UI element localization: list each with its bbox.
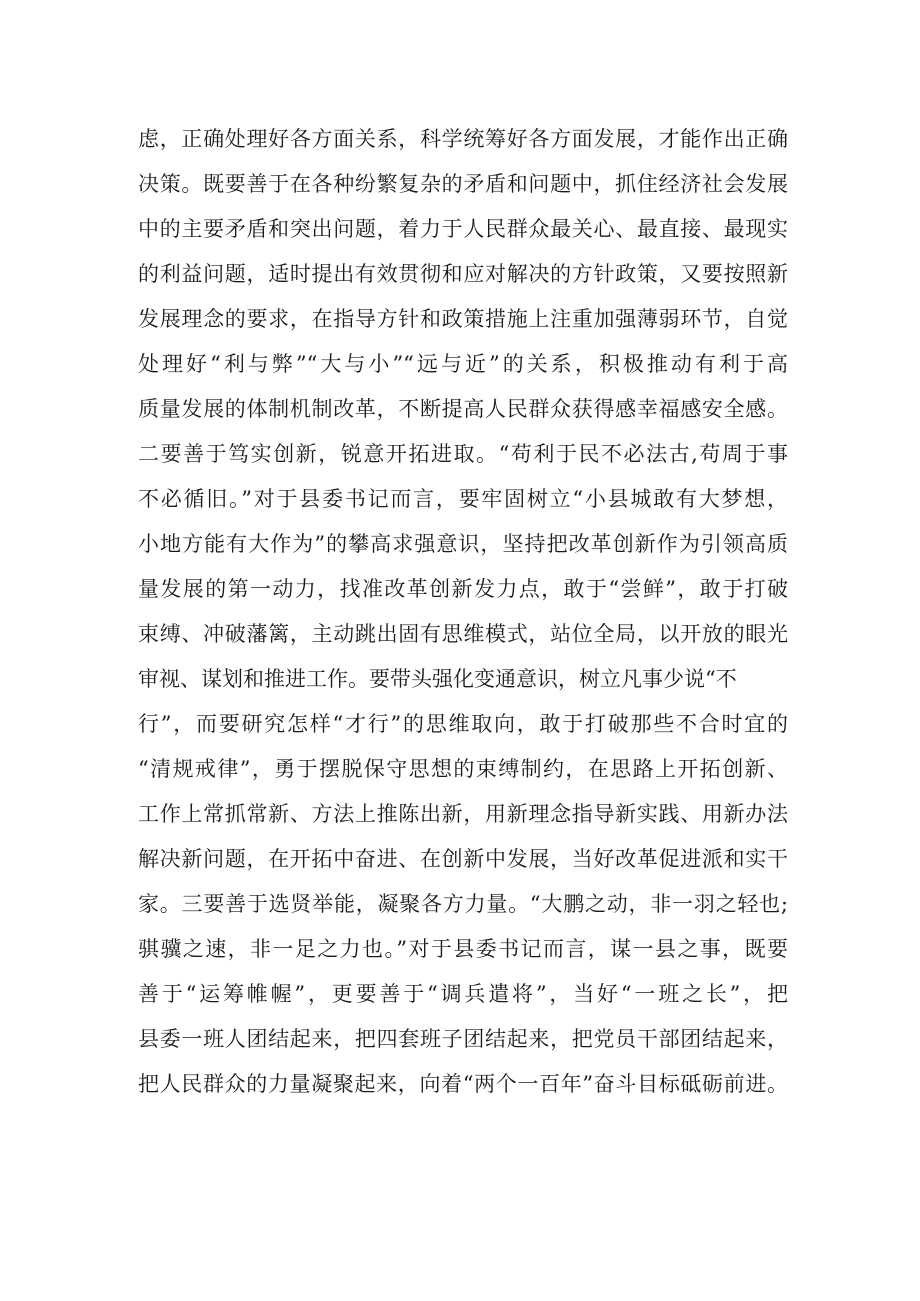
- text-line: 处理好“利与弊”“大与小”“远与近”的关系，积极推动有利于高: [138, 352, 788, 376]
- text-line: 审视、谋划和推进工作。要带头强化变通意识，树立凡事少说“不: [138, 667, 737, 691]
- text-line: 决策。既要善于在各种纷繁复杂的矛盾和问题中，抓住经济社会发展: [138, 172, 788, 196]
- text-line: 解决新问题，在开拓中奋进、在创新中发展，当好改革促进派和实干: [138, 847, 788, 871]
- text-line: 束缚、冲破藩篱，主动跳出固有思维模式，站位全局，以开放的眼光: [138, 622, 788, 646]
- text-line: 骐骥之速，非一足之力也。”对于县委书记而言，谋一县之事，既要: [138, 937, 788, 961]
- text-line: 的利益问题，适时提出有效贯彻和应对解决的方针政策，又要按照新: [138, 262, 788, 286]
- text-line: 量发展的第一动力，找准改革创新发力点，敢于“尝鲜”，敢于打破: [138, 577, 788, 601]
- text-line: 中的主要矛盾和突出问题，着力于人民群众最关心、最直接、最现实: [138, 217, 788, 241]
- text-line: 工作上常抓常新、方法上推陈出新，用新理念指导新实践、用新办法: [138, 802, 788, 826]
- text-line: 县委一班人团结起来，把四套班子团结起来，把党员干部团结起来，: [138, 1027, 788, 1051]
- text-line: 把人民群众的力量凝聚起来，向着“两个一百年”奋斗目标砥砺前进。: [138, 1072, 788, 1096]
- text-line: “清规戒律”，勇于摆脱保守思想的束缚制约，在思路上开拓创新、: [138, 757, 788, 781]
- text-line: 行”，而要研究怎样“才行”的思维取向，敢于打破那些不合时宜的: [138, 712, 788, 736]
- text-line: 发展理念的要求，在指导方针和政策措施上注重加强薄弱环节，自觉: [138, 307, 788, 331]
- text-line: 质量发展的体制机制改革，不断提高人民群众获得感幸福感安全感。: [138, 397, 788, 421]
- text-line: 虑，正确处理好各方面关系，科学统筹好各方面发展，才能作出正确: [138, 127, 788, 151]
- text-line: 家。三要善于选贤举能，凝聚各方力量。“大鹏之动，非一羽之轻也;: [138, 892, 788, 916]
- text-line: 小地方能有大作为”的攀高求强意识，坚持把改革创新作为引领高质: [138, 532, 788, 556]
- text-line: 善于“运筹帷幄”，更要善于“调兵遣将”，当好“一班之长”，把: [138, 982, 788, 1006]
- text-line: 不必循旧。”对于县委书记而言，要牢固树立“小县城敢有大梦想，: [138, 487, 788, 511]
- body-text: [138, 117, 788, 1107]
- text-line: 二要善于笃实创新，锐意开拓进取。“苟利于民不必法古,苟周于事: [138, 442, 788, 466]
